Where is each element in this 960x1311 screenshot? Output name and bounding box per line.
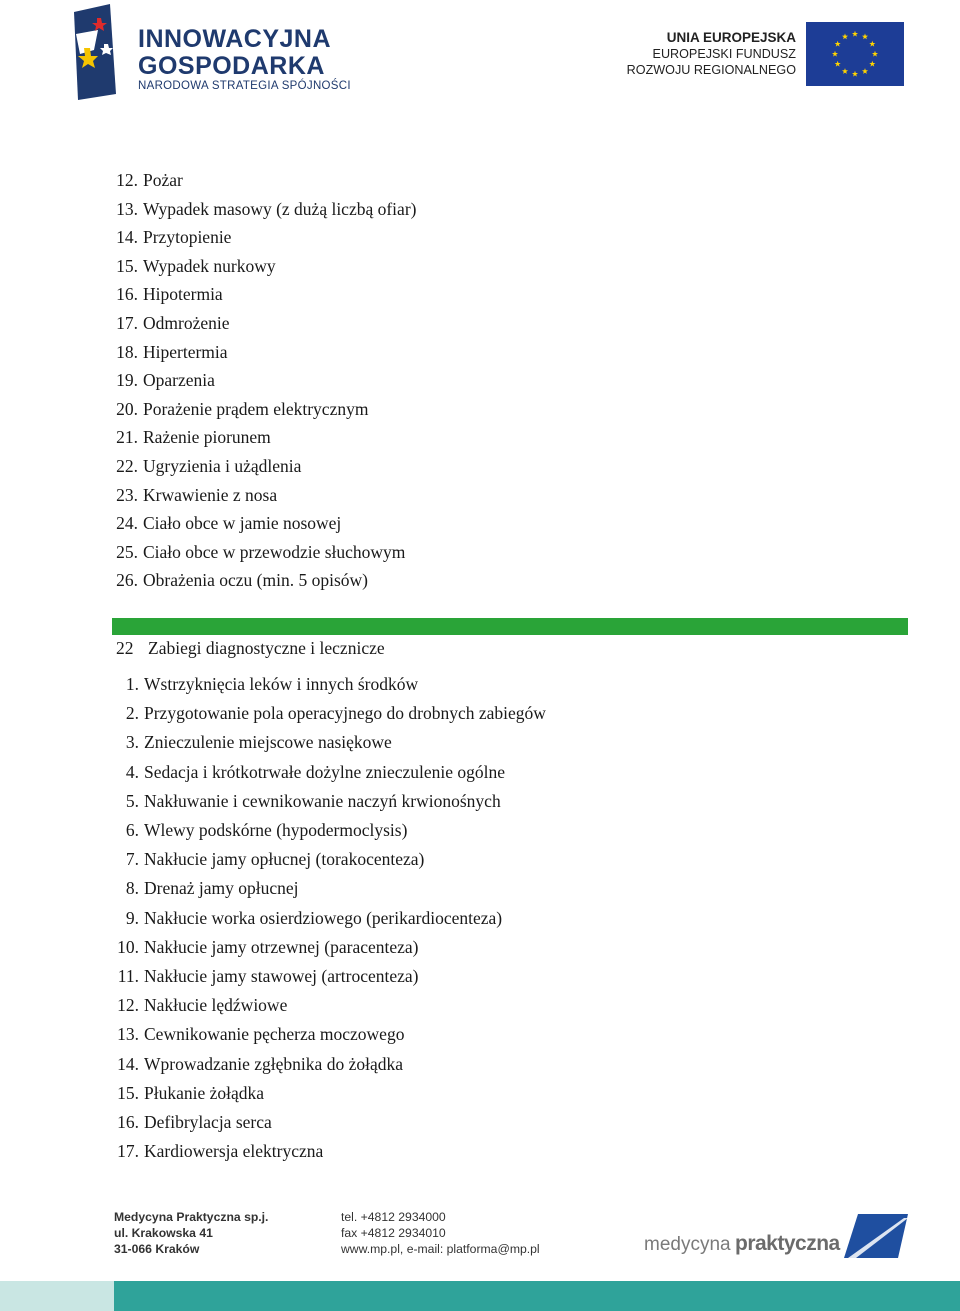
footer-street: ul. Krakowska 41: [114, 1226, 213, 1240]
footer-contact: [341, 1209, 540, 1257]
footer-bottom-bar: [0, 1281, 960, 1311]
eu-logo-text: [627, 30, 796, 78]
list-item-text: Porażenie prądem elektrycznym: [143, 398, 369, 419]
list-item-text: Hipotermia: [143, 284, 223, 305]
list-item-number: 13.: [117, 1024, 139, 1045]
list-item-number: 15.: [116, 255, 138, 276]
footer-bottom-bar-light: [0, 1281, 114, 1311]
footer-city: 31-066 Kraków: [114, 1242, 200, 1256]
list-item-text: Przytopienie: [143, 227, 232, 248]
list-item-text: Krwawienie z nosa: [143, 484, 278, 505]
list-item-number: 13.: [116, 198, 138, 219]
mp-logo-word2: praktyczna: [735, 1232, 840, 1255]
list-item-number: 21.: [116, 427, 138, 448]
list-item-text: Odmrożenie: [143, 313, 230, 333]
list-item-text: Obrażenia oczu (min. 5 opisów): [143, 570, 368, 591]
list-item-text: Drenaż jamy opłucnej: [144, 878, 299, 899]
list-item-text: Ugryzienia i użądlenia: [143, 456, 302, 476]
list-item-number: 18.: [116, 341, 138, 362]
list-item-text: Nakłucie jamy opłucnej (torakocenteza): [144, 849, 425, 870]
section-title: Zabiegi diagnostyczne i lecznicze: [148, 638, 385, 658]
list-item-text: Nakłucie worka osierdziowego (perikardiocenteza): [144, 907, 503, 928]
list-item-text: Wypadek nurkowy: [143, 255, 276, 276]
section-divider-bar: [112, 618, 908, 635]
list-item-text: Wprowadzanie zgłębnika do żołądka: [144, 1053, 403, 1074]
list-item-number: 26.: [116, 570, 138, 591]
list-item-number: 8.: [125, 878, 139, 899]
logo-title-line1: INNOWACYJNA: [138, 25, 332, 53]
list-item-number: 9.: [125, 907, 139, 928]
list-item-number: 14.: [117, 1053, 139, 1074]
list-item-number: 17.: [116, 313, 138, 333]
list-item-number: 14.: [116, 227, 138, 248]
list-item-text: Ciało obce w przewodzie słuchowym: [143, 541, 406, 562]
mp-logo-word1: medycyna: [644, 1234, 731, 1255]
footer-address: [114, 1209, 268, 1257]
list-item-text: Przygotowanie pola operacyjnego do drobnych zabiegów: [144, 703, 546, 724]
list-item-number: 15.: [117, 1082, 139, 1103]
list-item-text: Ciało obce w jamie nosowej: [143, 513, 342, 534]
list-item-text: Sedacja i krótkotrwałe dożylne znieczulenie ogólne: [144, 761, 506, 782]
list-item-text: Nakłuwanie i cewnikowanie naczyń krwionośnych: [144, 790, 501, 811]
list-item-text: Nakłucie jamy otrzewnej (paracenteza): [144, 936, 419, 957]
list-item-number: 11.: [117, 966, 139, 986]
list-item-number: 12.: [116, 170, 138, 190]
list-item-text: Wypadek masowy (z dużą liczbą ofiar): [143, 198, 417, 219]
list-item-text: Wlewy podskórne (hypodermoclysis): [144, 820, 408, 840]
list-item-text: Rażenie piorunem: [143, 427, 271, 448]
list-item-text: Cewnikowanie pęcherza moczowego: [144, 1024, 405, 1045]
list-item-number: 16.: [116, 284, 138, 305]
medycyna-praktyczna-logo: [644, 1214, 908, 1258]
innowacyjna-flag-icon: [64, 4, 126, 100]
list-item-number: 25.: [116, 541, 138, 562]
list-item-number: 12.: [117, 995, 139, 1016]
list-item-number: 19.: [116, 370, 138, 391]
eu-line2: EUROPEJSKI FUNDUSZ: [652, 47, 796, 61]
list-item-text: Hipertermia: [143, 341, 228, 362]
footer-fax: fax +4812 2934010: [341, 1226, 446, 1240]
logo-title-line2: GOSPODARKA: [138, 52, 325, 80]
list-item-text: Oparzenia: [143, 370, 215, 391]
innowacyjna-gospodarka-logo: [58, 4, 358, 100]
list-item-number: 3.: [125, 732, 139, 753]
list-item-number: 4.: [125, 761, 139, 782]
list-item-text: Nakłucie jamy stawowej (artrocenteza): [144, 966, 419, 986]
eu-flag-icon: [806, 22, 904, 86]
list-item-number: 10.: [117, 936, 139, 957]
list-item-text: Płukanie żołądka: [144, 1082, 265, 1103]
footer-web[interactable]: www.mp.pl, e-mail: platforma@mp.pl: [341, 1242, 540, 1256]
list-item-text: Znieczulenie miejscowe nasiękowe: [144, 732, 392, 753]
footer-company: Medycyna Praktyczna sp.j.: [114, 1210, 269, 1224]
footer-tel: tel. +4812 2934000: [341, 1210, 446, 1224]
mp-logo-mark-icon: [844, 1214, 908, 1258]
list-item-text: Pożar: [143, 170, 183, 190]
list-item-text: Defibrylacja serca: [144, 1112, 272, 1132]
list-item-number: 7.: [125, 849, 139, 870]
list-item-number: 20.: [116, 398, 138, 419]
list-item-number: 5.: [125, 790, 139, 811]
list-item-text: Wstrzyknięcia leków i innych środków: [144, 674, 419, 694]
list-item-number: 24.: [116, 513, 138, 534]
list-item-number: 2.: [125, 703, 139, 724]
list-item-number: 23.: [116, 484, 138, 505]
eu-line1: UNIA EUROPEJSKA: [666, 30, 796, 45]
section-number: 22: [116, 638, 134, 658]
logo-subtitle: NARODOWA STRATEGIA SPÓJNOŚCI: [138, 80, 351, 92]
list-item-number: 1.: [125, 674, 139, 694]
list-item-number: 16.: [117, 1112, 139, 1132]
list-item-number: 17.: [117, 1141, 139, 1162]
eu-line3: ROZWOJU REGIONALNEGO: [626, 63, 796, 77]
list-item-text: Nakłucie lędźwiowe: [144, 995, 288, 1016]
list-item-number: 6.: [125, 820, 139, 840]
list-item-text: Kardiowersja elektryczna: [144, 1141, 324, 1162]
list-item-number: 22.: [116, 456, 138, 476]
